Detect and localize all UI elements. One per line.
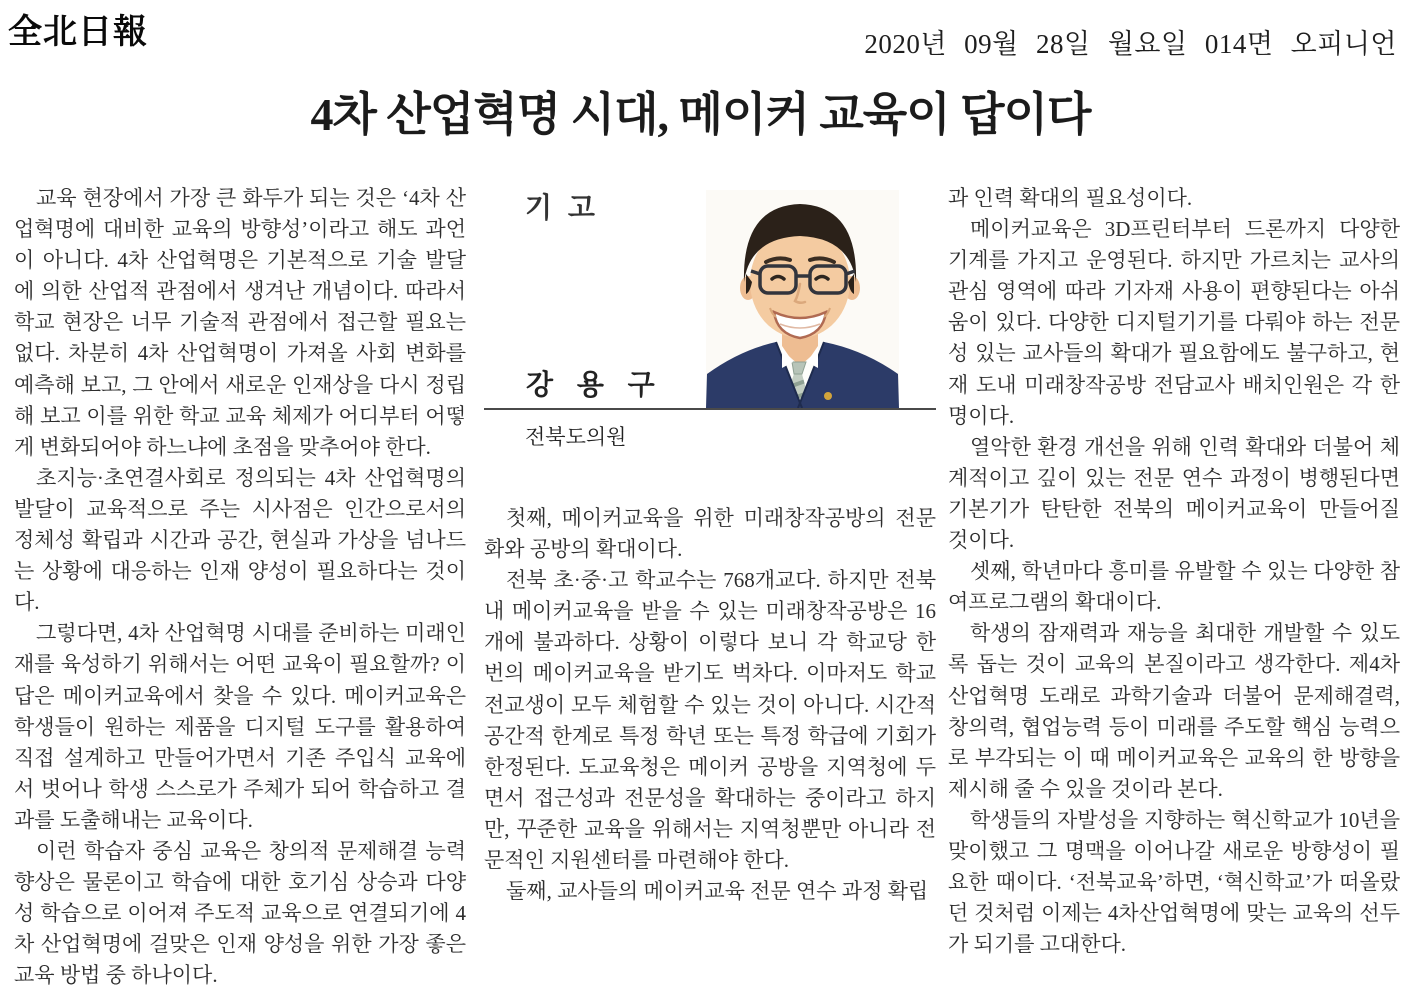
article-paragraph: 학생의 잠재력과 재능을 최대한 개발할 수 있도록 돕는 것이 교육의 본질이라고 생각한다. 제4차 산업혁명 도래로 과학기술과 더불어 문제해결력, 창의력, 협업능력 등이 미래를 주도할 핵심 능력으로 부각되는 이 때 메이커교육은 교육의 한 방향을 제시해 줄 수 있을 것이라 본다.	[948, 621, 1400, 801]
edition-dateline: 2020년 09월 28일 월요일 014면 오피니언	[864, 29, 1397, 59]
author-title: 전북도의원	[525, 426, 627, 449]
article-column-right	[948, 183, 1400, 960]
article-headline: 4차 산업혁명 시대, 메이커 교육이 답이다	[310, 89, 1091, 140]
article-paragraph: 이런 학습자 중심 교육은 창의적 문제해결 능력 향상은 물론이고 학습에 대한 호기심 상승과 다양성 학습으로 이어져 주도적 교육으로 연결되기에 4차 산업혁명에 걸맞은 인재 양성을 위한 가장 좋은 교육 방법 중 하나이다.	[14, 838, 466, 988]
byline-divider	[484, 408, 936, 410]
newspaper-logo: 全北日報	[8, 14, 148, 51]
article-paragraph: 셋째, 학년마다 흥미를 유발할 수 있는 다양한 참여프로그램의 확대이다.	[948, 559, 1400, 615]
article-paragraph: 그렇다면, 4차 산업혁명 시대를 준비하는 미래인재를 육성하기 위해서는 어떤 교육이 필요할까? 이 답은 메이커교육에서 찾을 수 있다. 메이커교육은 학생들이 원하는 제품을 디지털 도구를 활용하여 직접 설계하고 만들어가면서 기존 주입식 교육에서 벗어나 학생 스스로가 주체가 되어 학습하고 결과를 도출해내는 교육이다.	[14, 621, 466, 832]
article-column-middle	[484, 183, 936, 907]
article-paragraph: 열악한 환경 개선을 위해 인력 확대와 더불어 체계적이고 깊이 있는 전문 연수 과정이 병행된다면 기본기가 탄탄한 전북의 메이커교육이 만들어질 것이다.	[948, 434, 1400, 553]
section-label: 기 고	[525, 192, 599, 223]
article-paragraph: 둘째, 교사들의 메이커교육 전문 연수 과정 확립	[506, 879, 929, 904]
article-paragraph: 메이커교육은 3D프린터부터 드론까지 다양한 기계를 가지고 운영된다. 하지만 가르치는 교사의 관심 영역에 따라 기자재 사용이 편향된다는 아쉬움이 있다. 다양한 디지털기기를 다뤄야 하는 전문성 있는 교사들의 확대가 필요함에도 불구하고, 현재 도내 미래창작공방 전담교사 배치인원은 각 한 명이다.	[948, 217, 1400, 428]
article-paragraph: 전북 초·중·고 학교수는 768개교다. 하지만 전북 내 메이커교육을 받을 수 있는 미래창작공방은 16개에 불과하다. 상황이 이렇다 보니 각 학교당 한 번의 메이커교육을 받기도 벅차다. 이마저도 학교 전교생이 모두 체험할 수 있는 것이 아니다. 시간적 공간적 한계로 특정 학년 또는 특정 학급에 기회가 한정된다. 도교육청은 메이커 공방을 지역청에 두면서 접근성과 전문성을 확대하는 중이라고 하지만, 꾸준한 교육을 위해서는 지역청뿐만 아니라 전문적인 지원센터를 마련해야 한다.	[484, 568, 936, 873]
contribution-byline-block	[484, 183, 936, 503]
article-paragraph: 첫째, 메이커교육을 위한 미래창작공방의 전문화와 공방의 확대이다.	[484, 506, 936, 562]
author-portrait-photo	[706, 190, 899, 408]
article-column-left	[14, 183, 466, 991]
article-paragraph: 과 인력 확대의 필요성이다.	[948, 186, 1193, 210]
article-paragraph: 교육 현장에서 가장 큰 화두가 되는 것은 ‘4차 산업혁명에 대비한 교육의 방향성’이라고 해도 과언이 아니다. 4차 산업혁명은 기본적으로 기술 발달에 의한 산업적 관점에서 생겨난 개념이다. 따라서 학교 현장은 너무 기술적 관점에서 접근할 필요는 없다. 차분히 4차 산업혁명이 가져올 사회 변화를 예측해 보고, 그 안에서 새로운 인재상을 다시 정립해 보고 이를 위한 학교 교육 체제가 어디부터 어떻게 변화되어야 하느냐에 초점을 맞추어야 한다.	[14, 186, 466, 459]
article-paragraph: 초지능·초연결사회로 정의되는 4차 산업혁명의 발달이 교육적으로 주는 시사점은 인간으로서의 정체성 확립과 시간과 공간, 현실과 가상을 넘나드는 상황에 대응하는 인재 양성이 필요하다는 것이다.	[14, 465, 466, 615]
author-name: 강 용 구	[526, 369, 663, 400]
article-paragraph: 학생들의 자발성을 지향하는 혁신학교가 10년을 맞이했고 그 명맥을 이어나갈 새로운 방향성이 필요한 때이다. ‘전북교육’하면, ‘혁신학교’가 떠올랐던 것처럼 이제는 4차산업혁명에 맞는 교육의 선두가 되기를 고대한다.	[948, 807, 1400, 957]
lapel-pin	[824, 392, 832, 400]
